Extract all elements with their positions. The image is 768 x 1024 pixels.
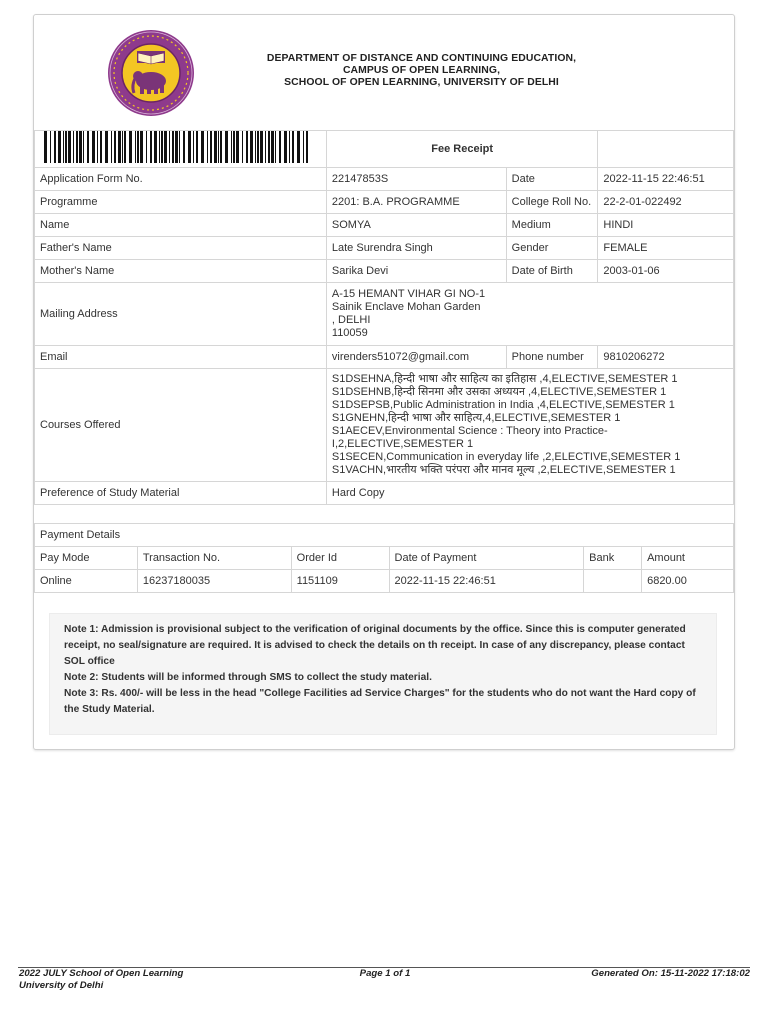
study-material-value: Hard Copy	[326, 482, 733, 505]
field-label: College Roll No.	[506, 191, 598, 214]
course-line: S1DSEHNA,हिन्दी भाषा और साहित्य का इतिहास ,4,ELECTIVE,SEMESTER 1	[331, 373, 678, 385]
receipt-date: 2022-11-15 22:46:51	[598, 168, 734, 191]
table-row	[35, 570, 734, 593]
note-1: Note 1: Admission is provisional subject to the verification of original documents by the office. Since this is computer generated receipt, no seal/signature are required. It is advised to check the details on th receipt. In case of any discrepancy, please contact SOL office	[64, 624, 686, 667]
column-header: Pay Mode	[35, 547, 138, 570]
field-label: Mother's Name	[35, 260, 327, 283]
application-form-no: 22147853S	[326, 168, 506, 191]
table-row	[35, 237, 734, 260]
field-label: Phone number	[506, 346, 598, 369]
fee-receipt-card	[33, 14, 735, 750]
field-label: Preference of Study Material	[35, 482, 327, 505]
course-line: S1DSEPSB,Public Administration in India ,4,ELECTIVE,SEMESTER 1	[331, 399, 675, 411]
table-row	[35, 283, 734, 346]
table-row	[35, 260, 734, 283]
payment-details-title: Payment Details	[35, 524, 734, 547]
field-label: Email	[35, 346, 327, 369]
gender-value: FEMALE	[598, 237, 734, 260]
footer-institution: 2022 JULY School of Open Learning	[19, 968, 184, 979]
university-of-delhi-seal-icon	[107, 29, 195, 117]
table-row	[35, 482, 734, 505]
field-label: Date	[506, 168, 598, 191]
email-value: virenders51072@gmail.com	[326, 346, 506, 369]
column-header: Order Id	[291, 547, 389, 570]
field-label: Courses Offered	[35, 369, 327, 482]
note-3: Note 3: Rs. 400/- will be less in the head "College Facilities ad Service Charges" for the students who do not want the Hard copy of the Study Material.	[64, 688, 696, 715]
table-row	[35, 191, 734, 214]
table-row	[35, 168, 734, 191]
course-line: S1VACHN,भारतीय भक्ति परंपरा और मानव मूल्य ,2,ELECTIVE,SEMESTER 1	[331, 464, 676, 476]
order-id: 1151109	[291, 570, 389, 593]
address-line: , DELHI	[331, 314, 371, 326]
receipt-title: Fee Receipt	[326, 131, 598, 168]
footer-university: University of Delhi	[19, 980, 104, 991]
field-label: Application Form No.	[35, 168, 327, 191]
fathers-name: Late Surendra Singh	[326, 237, 506, 260]
course-line: S1SECEN,Communication in everyday life ,2,ELECTIVE,SEMESTER 1	[331, 451, 681, 463]
address-line: Sainik Enclave Mohan Garden	[331, 301, 481, 313]
payment-header-row	[35, 547, 734, 570]
barcode-cell	[35, 131, 327, 168]
column-header: Amount	[642, 547, 734, 570]
header-line-2: CAMPUS OF OPEN LEARNING,	[342, 65, 501, 76]
date-of-payment: 2022-11-15 22:46:51	[389, 570, 584, 593]
generated-on: Generated On: 15-11-2022 17:18:02	[591, 968, 750, 979]
course-line: S1DSEHNB,हिन्दी सिनमा और उसका अध्ययन ,4,ELECTIVE,SEMESTER 1	[331, 386, 667, 398]
medium-value: HINDI	[598, 214, 734, 237]
student-details-table	[34, 130, 734, 505]
field-label: Mailing Address	[35, 283, 327, 346]
courses-offered	[326, 369, 733, 482]
notes-box	[49, 613, 717, 735]
field-label: Date of Birth	[506, 260, 598, 283]
institution-header	[214, 53, 629, 89]
course-line: S1GNEHN,हिन्दी भाषा और साहित्य,4,ELECTIVE,SEMESTER 1	[331, 412, 621, 424]
course-line: S1AECEV,Environmental Science : Theory into Practice-	[331, 425, 608, 437]
student-name: SOMYA	[326, 214, 506, 237]
header-line-1: DEPARTMENT OF DISTANCE AND CONTINUING EDUCATION,	[266, 53, 577, 64]
table-row	[35, 214, 734, 237]
note-2: Note 2: Students will be informed through SMS to collect the study material.	[64, 672, 432, 683]
college-roll-no: 22-2-01-022492	[598, 191, 734, 214]
table-row	[35, 369, 734, 482]
empty-cell	[598, 131, 734, 168]
transaction-no: 16237180035	[137, 570, 291, 593]
amount: 6820.00	[642, 570, 734, 593]
header-line-3: SCHOOL OF OPEN LEARNING, UNIVERSITY OF DELHI	[284, 77, 559, 88]
address-line: A-15 HEMANT VIHAR GI NO-1	[331, 288, 486, 300]
page-number: Page 1 of 1	[359, 968, 411, 979]
mailing-address	[326, 283, 733, 346]
field-label: Father's Name	[35, 237, 327, 260]
course-line: I,2,ELECTIVE,SEMESTER 1	[331, 438, 474, 450]
field-label: Programme	[35, 191, 327, 214]
phone-value: 9810206272	[598, 346, 734, 369]
column-header: Date of Payment	[389, 547, 584, 570]
mothers-name: Sarika Devi	[326, 260, 506, 283]
field-label: Gender	[506, 237, 598, 260]
column-header: Transaction No.	[137, 547, 291, 570]
column-header: Bank	[584, 547, 642, 570]
payment-details-table	[34, 523, 734, 593]
date-of-birth: 2003-01-06	[598, 260, 734, 283]
bank	[584, 570, 642, 593]
programme-value: 2201: B.A. PROGRAMME	[326, 191, 506, 214]
barcode-icon	[44, 131, 310, 163]
field-label: Medium	[506, 214, 598, 237]
table-row	[35, 346, 734, 369]
footer-left	[19, 968, 183, 992]
field-label: Name	[35, 214, 327, 237]
address-line: 110059	[331, 327, 368, 339]
pay-mode: Online	[35, 570, 138, 593]
